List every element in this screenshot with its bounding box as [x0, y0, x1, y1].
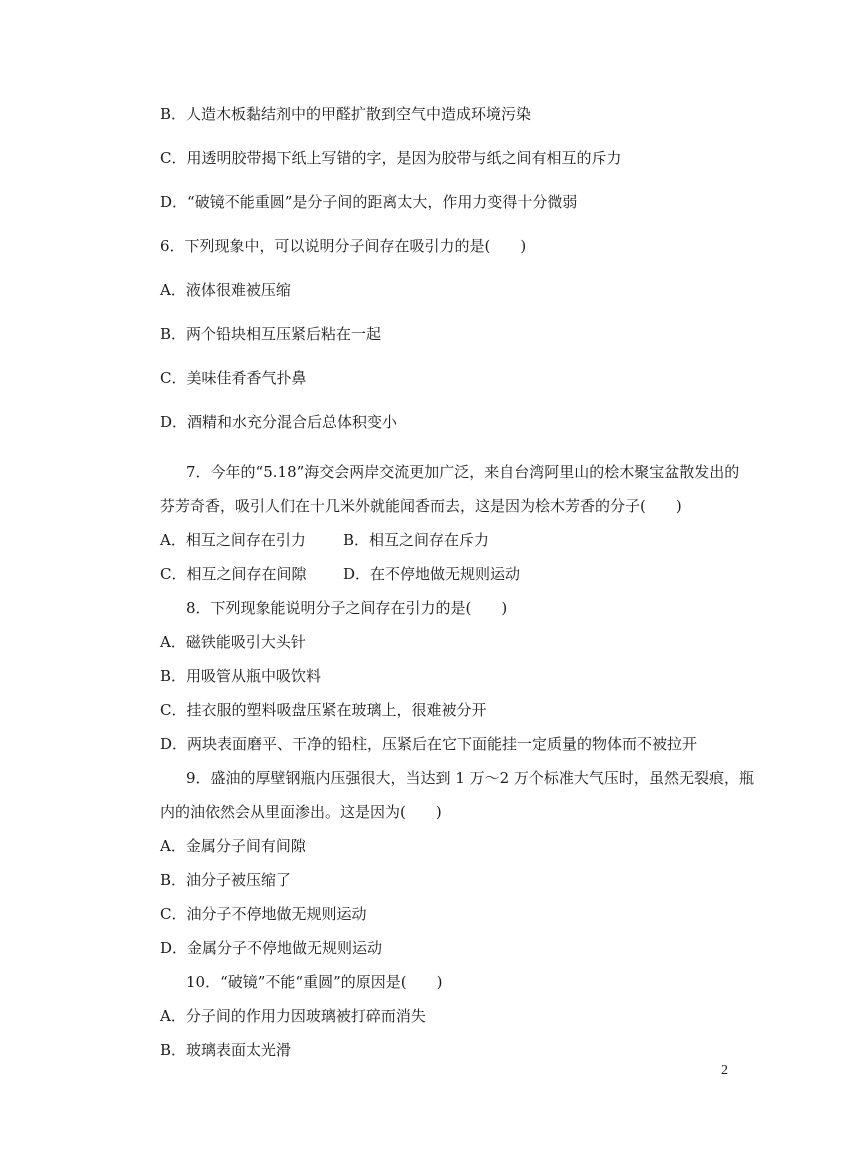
q8-option-c: C．挂衣服的塑料吸盘压紧在玻璃上，很难被分开	[160, 701, 487, 719]
q7-stem-line1: 7．今年的“5.18”海交会两岸交流更加广泛，来自台湾阿里山的桧木聚宝盆散发出的	[186, 463, 740, 481]
q7-stem-line2: 芬芳奇香，吸引人们在十几米外就能闻香而去，这是因为桧木芳香的分子( )	[160, 497, 682, 515]
q7-option-d: D．在不停地做无规则运动	[343, 565, 521, 583]
q6-option-a: A．液体很难被压缩	[160, 281, 291, 299]
q6-option-d: D．酒精和水充分混合后总体积变小	[160, 413, 398, 431]
q7-option-a: A．相互之间存在引力	[160, 531, 306, 549]
q9-option-c: C．油分子不停地做无规则运动	[160, 905, 367, 923]
q5-option-b: B．人造木板黏结剂中的甲醛扩散到空气中造成环境污染	[160, 105, 532, 123]
q8-option-b: B．用吸管从瓶中吸饮料	[160, 667, 322, 685]
q10-option-b: B．玻璃表面太光滑	[160, 1041, 292, 1059]
q9-stem-line2: 内的油依然会从里面渗出。这是因为( )	[160, 803, 442, 821]
q7-option-c: C．相互之间存在间隙	[160, 565, 307, 583]
q6-option-c: C．美味佳肴香气扑鼻	[160, 369, 307, 387]
q5-option-d: D．“破镜不能重圆”是分子间的距离太大，作用力变得十分微弱	[160, 193, 578, 211]
q6-stem: 6．下列现象中，可以说明分子间存在吸引力的是( )	[160, 237, 527, 255]
q9-option-d: D．金属分子不停地做无规则运动	[160, 939, 383, 957]
q7-options-row1	[160, 530, 489, 550]
q8-option-a: A．磁铁能吸引大头针	[160, 633, 306, 651]
q9-option-b: B．油分子被压缩了	[160, 871, 292, 889]
q9-option-a: A．金属分子间有间隙	[160, 837, 306, 855]
page-number: 2	[721, 1063, 728, 1078]
q7-options-row2	[160, 564, 520, 584]
q7-option-b: B．相互之间存在斥力	[343, 531, 490, 549]
q10-stem: 10．“破镜”不能“重圆”的原因是( )	[186, 973, 443, 991]
q8-option-d: D．两块表面磨平、干净的铅柱，压紧后在它下面能挂一定质量的物体而不被拉开	[160, 735, 698, 753]
q5-option-c: C．用透明胶带揭下纸上写错的字，是因为胶带与纸之间有相互的斥力	[160, 149, 622, 167]
q10-option-a: A．分子间的作用力因玻璃被打碎而消失	[160, 1007, 426, 1025]
q6-option-b: B．两个铅块相互压紧后粘在一起	[160, 325, 382, 343]
q8-stem: 8．下列现象能说明分子之间存在引力的是( )	[186, 599, 508, 617]
q9-stem-line1: 9．盛油的厚壁钢瓶内压强很大，当达到 1 万～2 万个标准大气压时，虽然无裂痕，瓶	[186, 769, 754, 787]
